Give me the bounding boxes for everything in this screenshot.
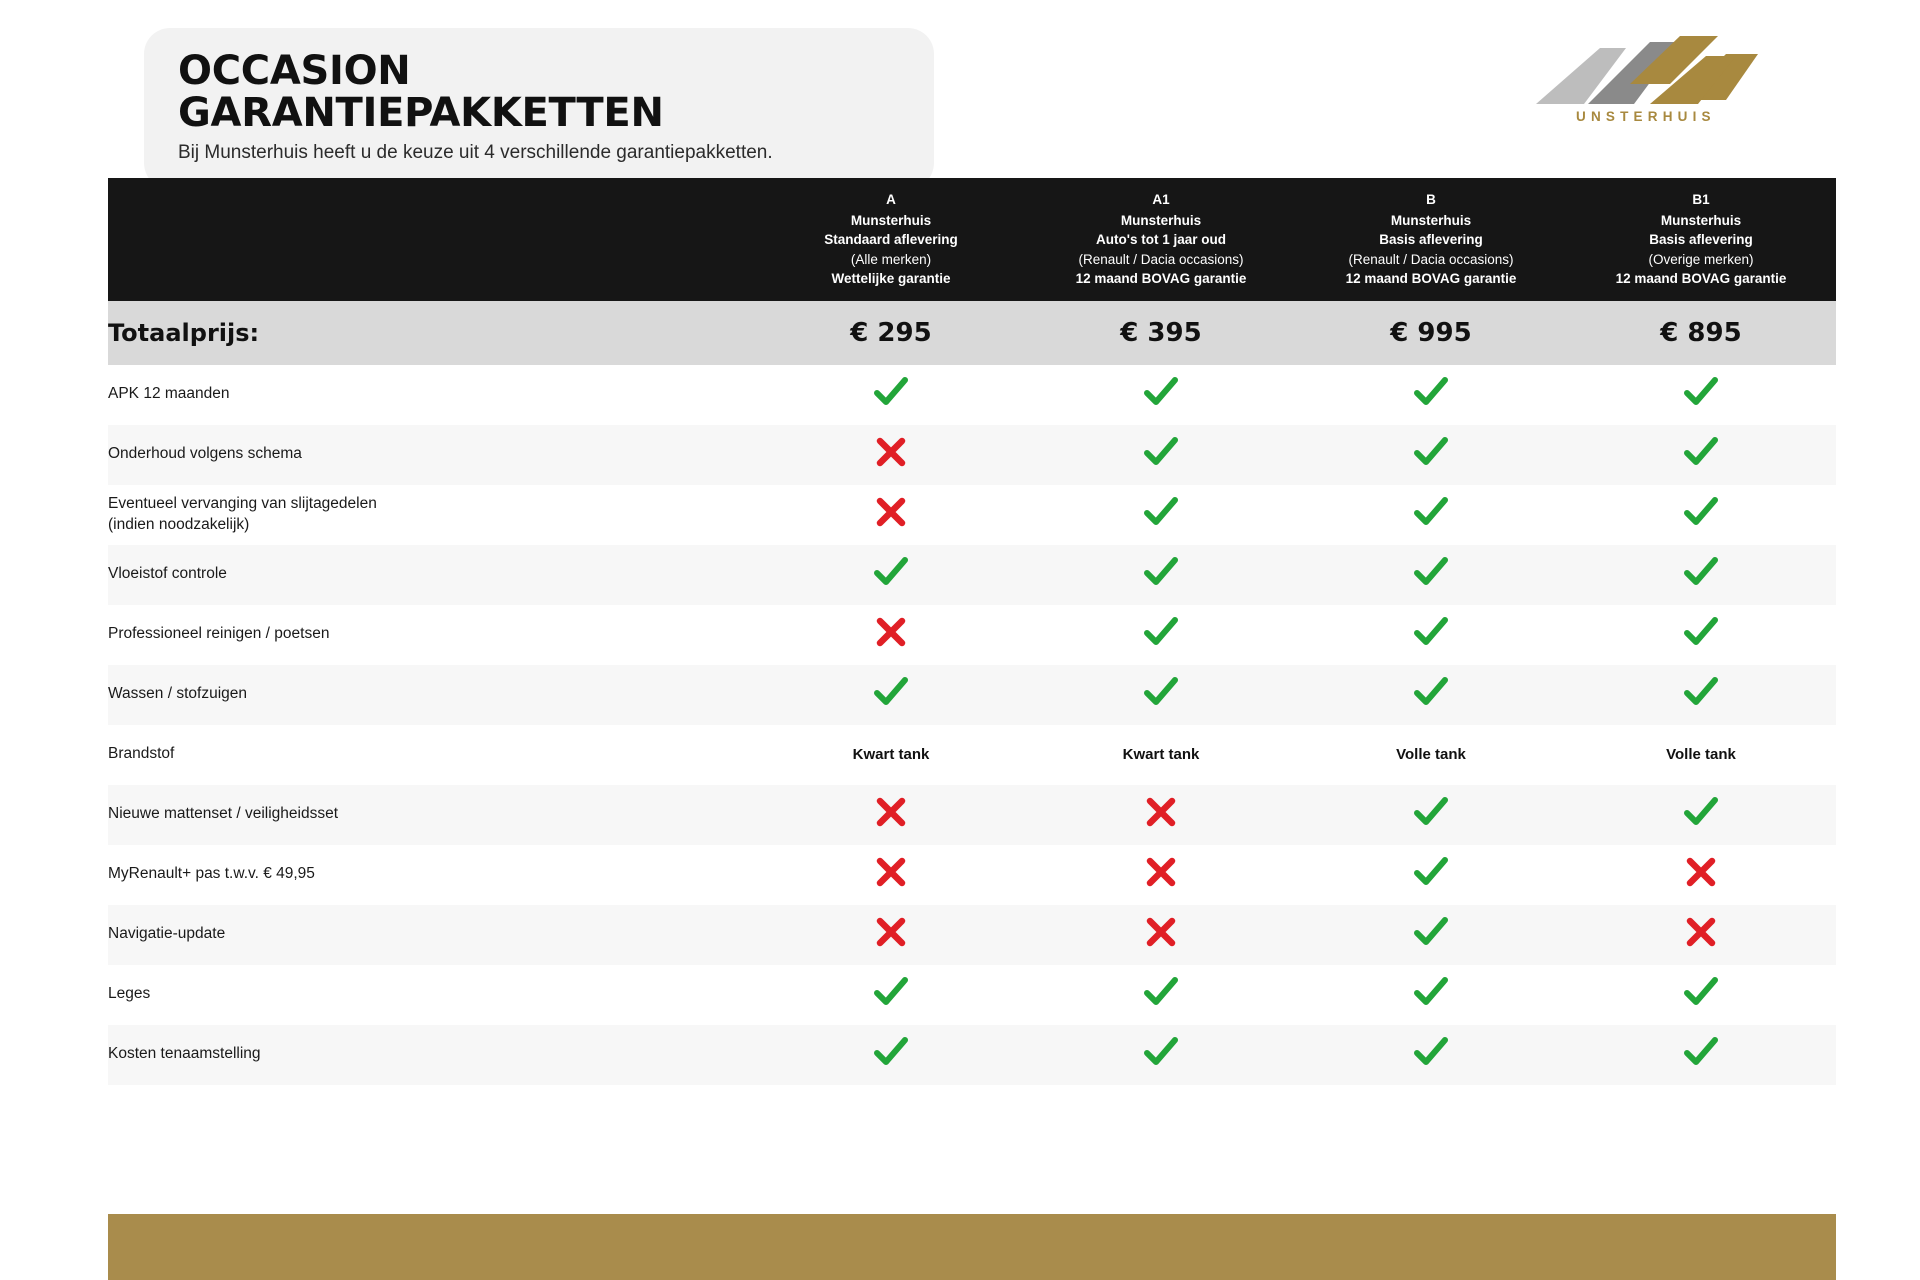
package-line3: Wettelijke garantie — [831, 271, 951, 287]
check-icon — [1144, 557, 1178, 587]
title-card — [144, 28, 934, 189]
check-icon — [1144, 977, 1178, 1007]
feature-label: APK 12 maanden — [108, 385, 230, 403]
feature-value-text: Volle tank — [1396, 745, 1466, 763]
table-row — [108, 905, 1836, 965]
label-column-header — [108, 178, 756, 301]
feature-value-cell — [1296, 965, 1566, 1025]
cross-icon — [876, 917, 906, 947]
check-icon — [1414, 977, 1448, 1007]
logo-mark-icon — [1530, 34, 1760, 110]
package-code: A — [886, 192, 896, 207]
package-code: B — [1426, 192, 1436, 207]
table-body — [108, 301, 1836, 1085]
check-icon — [1414, 617, 1448, 647]
feature-value-cell — [1566, 605, 1836, 665]
feature-value-cell — [1026, 1025, 1296, 1085]
feature-value-cell — [756, 965, 1026, 1025]
package-code: B1 — [1692, 192, 1710, 207]
feature-value-text: Kwart tank — [1122, 745, 1200, 763]
check-icon — [1684, 1037, 1718, 1067]
table-row — [108, 545, 1836, 605]
check-icon — [1684, 797, 1718, 827]
feature-label: Onderhoud volgens schema — [108, 445, 302, 463]
cross-icon — [1146, 917, 1176, 947]
package-brand: Munsterhuis — [1660, 212, 1742, 228]
check-icon — [1684, 437, 1718, 467]
feature-label: Vloeistof controle — [108, 565, 227, 583]
check-icon — [1144, 617, 1178, 647]
check-icon — [1414, 557, 1448, 587]
feature-label: Nieuwe mattenset / veiligheidsset — [108, 805, 339, 823]
check-icon — [1684, 497, 1718, 527]
check-icon — [874, 377, 908, 407]
table-row — [108, 785, 1836, 845]
table-row — [108, 605, 1836, 665]
cross-icon — [876, 857, 906, 887]
cross-icon — [876, 497, 906, 527]
package-header-a — [756, 178, 1026, 301]
feature-value-cell — [1566, 785, 1836, 845]
package-line1: Basis aflevering — [1649, 232, 1753, 248]
cross-icon — [876, 437, 906, 467]
feature-value-cell — [1566, 425, 1836, 485]
package-brand: Munsterhuis — [1120, 212, 1202, 228]
feature-value-cell — [1296, 845, 1566, 905]
page-subtitle: Bij Munsterhuis heeft u de keuze uit 4 verschillende garantiepakketten. — [178, 142, 773, 163]
table-row — [108, 485, 1836, 545]
feature-value-text: Kwart tank — [852, 745, 930, 763]
feature-value-cell — [1566, 725, 1836, 785]
feature-label: Leges — [108, 985, 151, 1003]
package-line3: 12 maand BOVAG garantie — [1615, 271, 1787, 287]
check-icon — [874, 977, 908, 1007]
cross-icon — [876, 617, 906, 647]
page-title: OCCASION GARANTIEPAKKETTEN — [178, 48, 664, 136]
feature-value-cell — [1296, 605, 1566, 665]
feature-value-cell — [1566, 485, 1836, 545]
feature-value-cell — [1026, 785, 1296, 845]
table-row — [108, 845, 1836, 905]
check-icon — [1144, 377, 1178, 407]
cross-icon — [1146, 857, 1176, 887]
feature-value-cell — [1026, 905, 1296, 965]
check-icon — [1684, 977, 1718, 1007]
total-price-a: € 295 — [850, 317, 932, 348]
table-head — [108, 178, 1836, 301]
feature-value-cell — [1566, 905, 1836, 965]
total-price-row — [108, 301, 1836, 365]
feature-value-cell — [1296, 545, 1566, 605]
feature-label: MyRenault+ pas t.w.v. € 49,95 — [108, 865, 315, 883]
feature-value-cell — [1026, 545, 1296, 605]
feature-value-cell — [1026, 845, 1296, 905]
package-line2: (Renault / Dacia occasions) — [1078, 251, 1244, 267]
feature-value-cell — [756, 845, 1026, 905]
table-row — [108, 365, 1836, 425]
check-icon — [1414, 1037, 1448, 1067]
check-icon — [1684, 617, 1718, 647]
package-header-b — [1296, 178, 1566, 301]
check-icon — [1414, 377, 1448, 407]
package-header-b1 — [1566, 178, 1836, 301]
table-header-row — [108, 178, 1836, 301]
cross-icon — [1146, 797, 1176, 827]
package-line1: Standaard aflevering — [824, 232, 958, 248]
check-icon — [1414, 497, 1448, 527]
feature-value-cell — [1566, 1025, 1836, 1085]
feature-value-cell — [1296, 905, 1566, 965]
feature-value-cell — [1026, 485, 1296, 545]
feature-value-cell — [1296, 1025, 1566, 1085]
feature-value-cell — [756, 605, 1026, 665]
feature-value-cell — [756, 725, 1026, 785]
table-row — [108, 965, 1836, 1025]
package-line3: 12 maand BOVAG garantie — [1075, 271, 1247, 287]
check-icon — [1414, 797, 1448, 827]
feature-value-cell — [1566, 545, 1836, 605]
table-row — [108, 665, 1836, 725]
feature-value-cell — [756, 665, 1026, 725]
check-icon — [1144, 677, 1178, 707]
feature-value-cell — [1026, 725, 1296, 785]
feature-value-cell — [1296, 665, 1566, 725]
package-line1: Auto's tot 1 jaar oud — [1096, 232, 1226, 248]
total-price-b1: € 895 — [1660, 317, 1742, 348]
package-header-a1 — [1026, 178, 1296, 301]
table-row — [108, 725, 1836, 785]
package-code: A1 — [1152, 192, 1170, 207]
feature-value-text: Volle tank — [1666, 745, 1736, 763]
feature-label: Wassen / stofzuigen — [108, 685, 247, 703]
table-row — [108, 425, 1836, 485]
feature-value-cell — [756, 365, 1026, 425]
cross-icon — [876, 797, 906, 827]
feature-value-cell — [756, 1025, 1026, 1085]
feature-label: Kosten tenaamstelling — [108, 1045, 261, 1063]
logo-wordmark: UNSTERHUIS — [1576, 109, 1716, 124]
feature-value-cell — [756, 785, 1026, 845]
feature-value-cell — [756, 905, 1026, 965]
feature-value-cell — [1296, 365, 1566, 425]
table-row — [108, 1025, 1836, 1085]
check-icon — [874, 557, 908, 587]
feature-value-cell — [1296, 485, 1566, 545]
check-icon — [1414, 437, 1448, 467]
check-icon — [1414, 677, 1448, 707]
munsterhuis-logo — [1530, 34, 1760, 126]
package-brand: Munsterhuis — [1390, 212, 1472, 228]
feature-value-cell — [1026, 425, 1296, 485]
cross-icon — [1686, 917, 1716, 947]
warranty-comparison-table — [108, 178, 1836, 1085]
feature-value-cell — [1566, 665, 1836, 725]
check-icon — [1684, 557, 1718, 587]
check-icon — [874, 677, 908, 707]
feature-value-cell — [1296, 725, 1566, 785]
feature-value-cell — [1026, 365, 1296, 425]
check-icon — [1684, 377, 1718, 407]
package-line3: 12 maand BOVAG garantie — [1345, 271, 1517, 287]
total-price-a1: € 395 — [1120, 317, 1202, 348]
feature-value-cell — [1566, 365, 1836, 425]
footer-bar — [108, 1214, 1836, 1280]
check-icon — [1144, 497, 1178, 527]
feature-value-cell — [1566, 965, 1836, 1025]
feature-value-cell — [1026, 965, 1296, 1025]
feature-value-cell — [756, 485, 1026, 545]
feature-value-cell — [1026, 665, 1296, 725]
package-line2: (Overige merken) — [1648, 251, 1754, 267]
feature-value-cell — [756, 425, 1026, 485]
feature-value-cell — [1026, 605, 1296, 665]
feature-value-cell — [756, 545, 1026, 605]
package-line2: (Alle merken) — [850, 251, 932, 267]
check-icon — [1144, 1037, 1178, 1067]
package-line1: Basis aflevering — [1379, 232, 1483, 248]
feature-value-cell — [1566, 845, 1836, 905]
check-icon — [1684, 677, 1718, 707]
feature-label: Eventueel vervanging van slijtagedelen (indien noodzakelijk) — [108, 494, 377, 533]
total-price-b: € 995 — [1390, 317, 1472, 348]
cross-icon — [1686, 857, 1716, 887]
check-icon — [874, 1037, 908, 1067]
feature-label: Professioneel reinigen / poetsen — [108, 625, 330, 643]
check-icon — [1144, 437, 1178, 467]
page-header — [0, 0, 1920, 163]
total-price-label: Totaalprijs: — [108, 318, 260, 347]
feature-value-cell — [1296, 785, 1566, 845]
feature-label: Navigatie-update — [108, 925, 226, 943]
feature-label: Brandstof — [108, 745, 175, 763]
package-line2: (Renault / Dacia occasions) — [1348, 251, 1514, 267]
feature-value-cell — [1296, 425, 1566, 485]
check-icon — [1414, 917, 1448, 947]
package-brand: Munsterhuis — [850, 212, 932, 228]
check-icon — [1414, 857, 1448, 887]
